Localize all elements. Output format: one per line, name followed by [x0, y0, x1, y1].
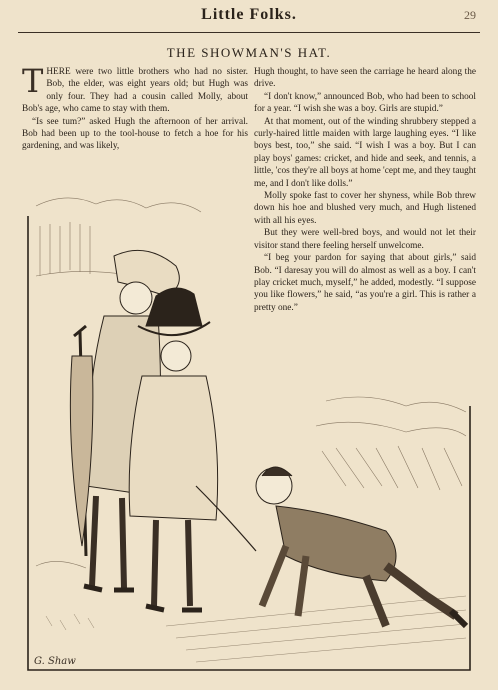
paragraph: “Is see tum?” asked Hugh the afternoon of her arrival. Bob had been up to the tool-house to fetch a hoe for his gardening, and was likely, [22, 116, 248, 152]
ground-hatching [46, 596, 466, 662]
text-column-left [22, 62, 248, 153]
paragraph [22, 62, 248, 116]
header-rule [18, 32, 480, 33]
paragraph: “I beg your pardon for saying that about girls,” said Bob. “I daresay you will do almost as well as a boy. I can't play cricket much, myself,” he added, modestly. “I suppose you like flowers,” he said, “as you're a girl. This is rather a pretty one.” [254, 253, 476, 313]
page-number: 29 [464, 8, 476, 22]
paragraph: But they were well-bred boys, and would not let their visitor stand there feeling herself unwelcome. [254, 228, 476, 251]
paragraph: At that moment, out of the winding shrubbery stepped a curly-haired little maiden with large laughing eyes. “I like boys best, too,” she said. “I wish I was a boy. But I can play boys' games: cricket, and hide and seek, and tennis, a little, 'cos they're all boys at home 'cept me, and they taught me, and I don't like dolls.” [254, 116, 476, 189]
magazine-title: Little Folks. [201, 6, 297, 23]
paragraph: “I don't know,” announced Bob, who had been to school for a year. “I wish she was a boy. Girls are stupid.” [254, 91, 476, 115]
story-title: THE SHOWMAN'S HAT. [166, 45, 332, 60]
artist-signature: G. Shaw [34, 656, 76, 667]
paragraph: Hugh thought, to have seen the carriage he heard along the drive. [254, 67, 476, 90]
paragraph: Molly spoke fast to cover her shyness, while Bob threw down his hoe and blushed very much, and Hugh listened with all his eyes. [254, 191, 476, 226]
running-header [0, 6, 498, 28]
paragraph-text: HERE were two little brothers who had no sister. Bob, the elder, was eight years old; but Hugh was only four. They had a cousin called Molly, about Bob's age, who came to stay with them. [22, 67, 248, 115]
engraving-illustration [26, 186, 472, 673]
boy-on-all-fours [256, 467, 466, 626]
drop-cap: T [22, 62, 44, 100]
